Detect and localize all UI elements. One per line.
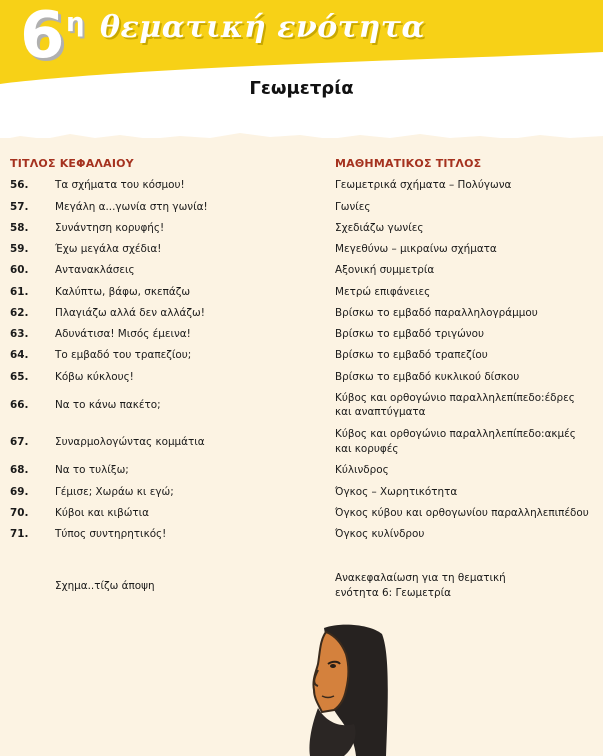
math-title-line-2: και κορυφές: [335, 443, 399, 455]
chapter-number: 61.: [10, 286, 29, 298]
chapter-number: 66.: [10, 399, 29, 411]
math-title: Γωνίες: [335, 201, 371, 213]
chapter-title: Αντανακλάσεις: [55, 264, 135, 276]
math-title: Κύλινδρος: [335, 464, 389, 476]
unit-number-superscript: η: [66, 8, 85, 38]
math-title: Μεγεθύνω – μικραίνω σχήματα: [335, 243, 497, 255]
chapter-number: 70.: [10, 507, 29, 519]
chapter-title: Κόβω κύκλους!: [55, 371, 134, 383]
chapter-title: Συναρμολογώντας κομμάτια: [55, 436, 205, 448]
review-chapter-title: Σχημα..τίζω άποψη: [55, 580, 155, 592]
math-title: Αξονική συμμετρία: [335, 264, 435, 276]
chapter-number: 71.: [10, 528, 29, 540]
chapter-number: 57.: [10, 201, 29, 213]
math-title: Γεωμετρικά σχήματα – Πολύγωνα: [335, 179, 512, 191]
math-title: Βρίσκω το εμβαδό παραλληλογράμμου: [335, 307, 538, 319]
chapter-number: 68.: [10, 464, 29, 476]
chapter-title: Τύπος συντηρητικός!: [55, 528, 167, 540]
chapter-title: Κύβοι και κιβώτια: [55, 507, 150, 519]
chapter-title-heading: ΤΙΤΛΟΣ ΚΕΦΑΛΑΙΟΥ: [10, 157, 134, 170]
chapter-title: Γέμισε; Χωράω κι εγώ;: [55, 486, 174, 498]
page-title: Γεωμετρία: [249, 78, 354, 99]
math-title: Βρίσκω το εμβαδό τραπεζίου: [335, 349, 488, 361]
chapter-number: 65.: [10, 371, 29, 383]
math-title: Σχεδιάζω γωνίες: [335, 222, 424, 234]
chapter-number: 67.: [10, 436, 29, 448]
chapter-title: Αδυνάτισα! Μισός έμεινα!: [55, 328, 191, 340]
chapter-number: 62.: [10, 307, 29, 319]
chapter-number: 69.: [10, 486, 29, 498]
unit-number: 6: [20, 0, 65, 73]
chapter-title: Μεγάλη α...γωνία στη γωνία!: [55, 201, 208, 213]
math-title: Όγκος κυλίνδρου: [335, 528, 425, 540]
chapter-title: Έχω μεγάλα σχέδια!: [55, 243, 162, 255]
chapter-title: Πλαγιάζω αλλά δεν αλλάζω!: [55, 307, 205, 319]
math-title: Βρίσκω το εμβαδό κυκλικού δίσκου: [335, 371, 520, 383]
math-title: Μετρώ επιφάνειες: [335, 286, 431, 298]
chapter-number: 60.: [10, 264, 29, 276]
math-title-line-2: και αναπτύγματα: [335, 406, 426, 418]
chapter-title: Καλύπτω, βάφω, σκεπάζω: [55, 286, 191, 298]
chapter-title: Συνάντηση κορυφής!: [55, 222, 165, 234]
chapter-number: 58.: [10, 222, 29, 234]
review-math-title-line-2: ενότητα 6: Γεωμετρία: [335, 587, 451, 599]
chapter-number: 59.: [10, 243, 29, 255]
character-illustration: [300, 624, 420, 756]
chapter-number: 56.: [10, 179, 29, 191]
chapter-title: Να το τυλίξω;: [55, 464, 129, 476]
math-title-line-1: Κύβος και ορθογώνιο παραλληλεπίπεδο:έδρες: [335, 392, 575, 404]
math-title: Όγκος κύβου και ορθογωνίου παραλληλεπιπέδου: [335, 507, 589, 519]
math-title-heading: ΜΑΘΗΜΑΤΙΚΟΣ ΤΙΤΛΟΣ: [335, 157, 482, 170]
math-title-line-1: Κύβος και ορθογώνιο παραλληλεπίπεδο:ακμές: [335, 428, 576, 440]
chapter-title: Να το κάνω πακέτο;: [55, 399, 161, 411]
math-title: Βρίσκω το εμβαδό τριγώνου: [335, 328, 484, 340]
review-math-title-line-1: Ανακεφαλαίωση για τη θεματική: [335, 572, 506, 584]
chapter-title: Τα σχήματα του κόσμου!: [55, 179, 185, 191]
chapter-number: 63.: [10, 328, 29, 340]
math-title: Όγκος – Χωρητικότητα: [335, 486, 458, 498]
chapter-number: 64.: [10, 349, 29, 361]
unit-title: θεματική ενότητα: [100, 10, 426, 45]
chapter-title: Το εμβαδό του τραπεζίου;: [55, 349, 192, 361]
